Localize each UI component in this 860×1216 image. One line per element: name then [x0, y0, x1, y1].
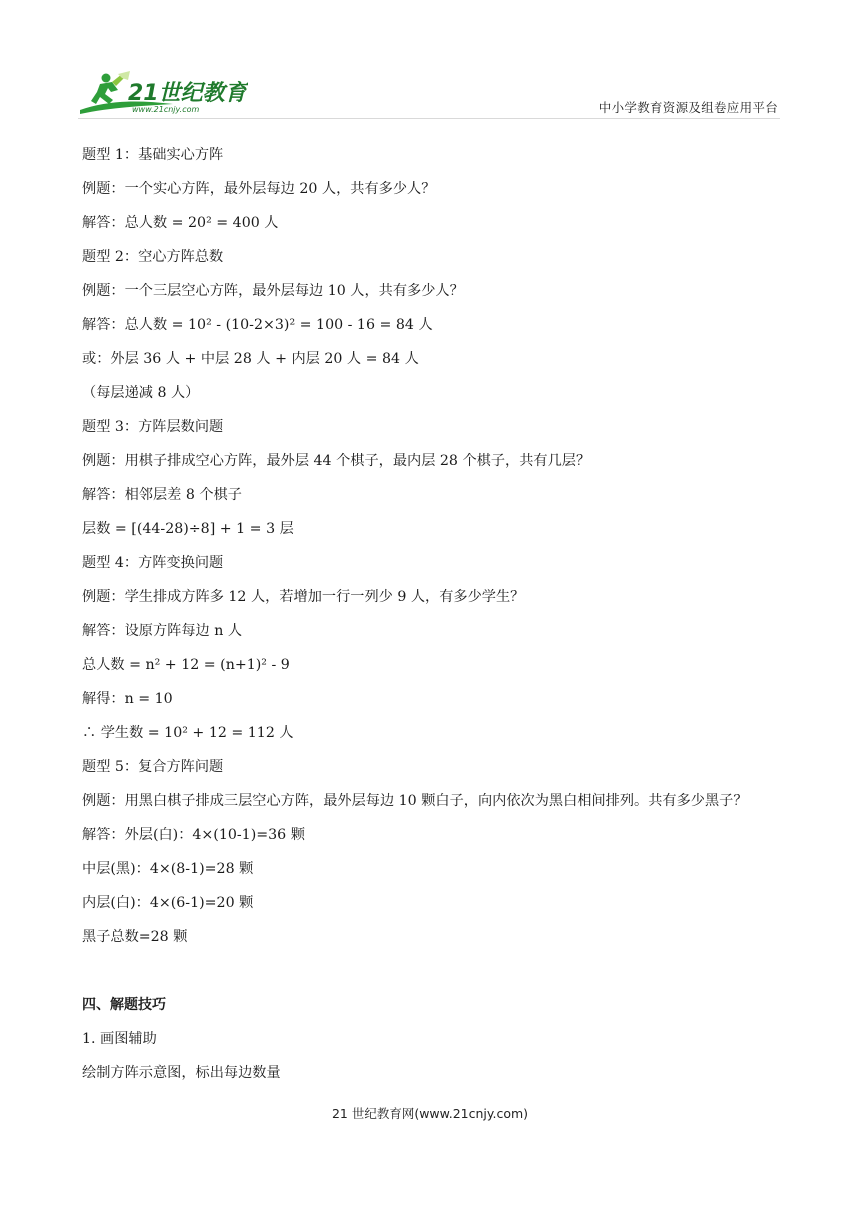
text-line: 例题：一个三层空心方阵，最外层每边 10 人，共有多少人？: [82, 283, 464, 299]
document-body: [82, 144, 782, 1096]
text-line: 题型 3：方阵层数问题: [82, 419, 224, 435]
text-line: 例题：一个实心方阵，最外层每边 20 人，共有多少人？: [82, 181, 436, 197]
runner-logo-icon: [78, 70, 248, 116]
tip-text: 绘制方阵示意图，标出每边数量: [82, 1065, 281, 1081]
text-line: 题型 2：空心方阵总数: [82, 249, 224, 265]
text-line: 解答：总人数 = 10² - (10-2×3)² = 100 - 16 = 84 人: [82, 317, 433, 333]
tip-title: 1. 画图辅助: [82, 1031, 157, 1047]
text-line: ∴ 学生数 = 10² + 12 = 112 人: [82, 725, 294, 741]
text-line: 题型 1：基础实心方阵: [82, 147, 224, 163]
page-footer: 21 世纪教育网(www.21cnjy.com): [331, 1106, 529, 1121]
text-line: 解答：设原方阵每边 n 人: [82, 623, 243, 639]
text-line: 或：外层 36 人 + 中层 28 人 + 内层 20 人 = 84 人: [82, 351, 419, 367]
text-line: 题型 4：方阵变换问题: [82, 555, 224, 571]
section-heading: 四、解题技巧: [82, 997, 166, 1013]
text-line: 解答：外层(白)：4×(10-1)=36 颗: [82, 827, 305, 843]
text-line: 中层(黑)：4×(8-1)=28 颗: [82, 861, 254, 877]
text-line: 内层(白)：4×(6-1)=20 颗: [82, 895, 254, 911]
text-line: 解答：相邻层差 8 个棋子: [82, 487, 242, 503]
text-line: 黑子总数=28 颗: [82, 929, 188, 945]
page-header: [0, 0, 860, 120]
text-line: 例题：用棋子排成空心方阵，最外层 44 个棋子，最内层 28 个棋子，共有几层？: [82, 453, 591, 469]
header-divider: [78, 118, 780, 119]
svg-text:21世纪教育: 21世纪教育: [128, 81, 247, 106]
blank-line: [82, 960, 782, 994]
text-line: （每层递减 8 人）: [82, 385, 200, 401]
svg-text:www.21cnjy.com: www.21cnjy.com: [132, 105, 200, 114]
text-line: 解答：总人数 = 20² = 400 人: [82, 215, 279, 231]
text-line: 总人数 = n² + 12 = (n+1)² - 9: [82, 657, 290, 673]
text-line: 例题：用黑白棋子排成三层空心方阵，最外层每边 10 颗白子，向内依次为黑白相间排列。共有多少黑子？: [82, 793, 748, 809]
platform-tagline: 中小学教育资源及组卷应用平台: [598, 100, 778, 115]
site-logo: [78, 70, 248, 116]
text-line: 解得：n = 10: [82, 691, 173, 707]
text-line: 例题：学生排成方阵多 12 人，若增加一行一列少 9 人，有多少学生？: [82, 589, 525, 605]
text-line: 题型 5：复合方阵问题: [82, 759, 224, 775]
text-line: 层数 = [(44-28)÷8] + 1 = 3 层: [82, 521, 294, 537]
